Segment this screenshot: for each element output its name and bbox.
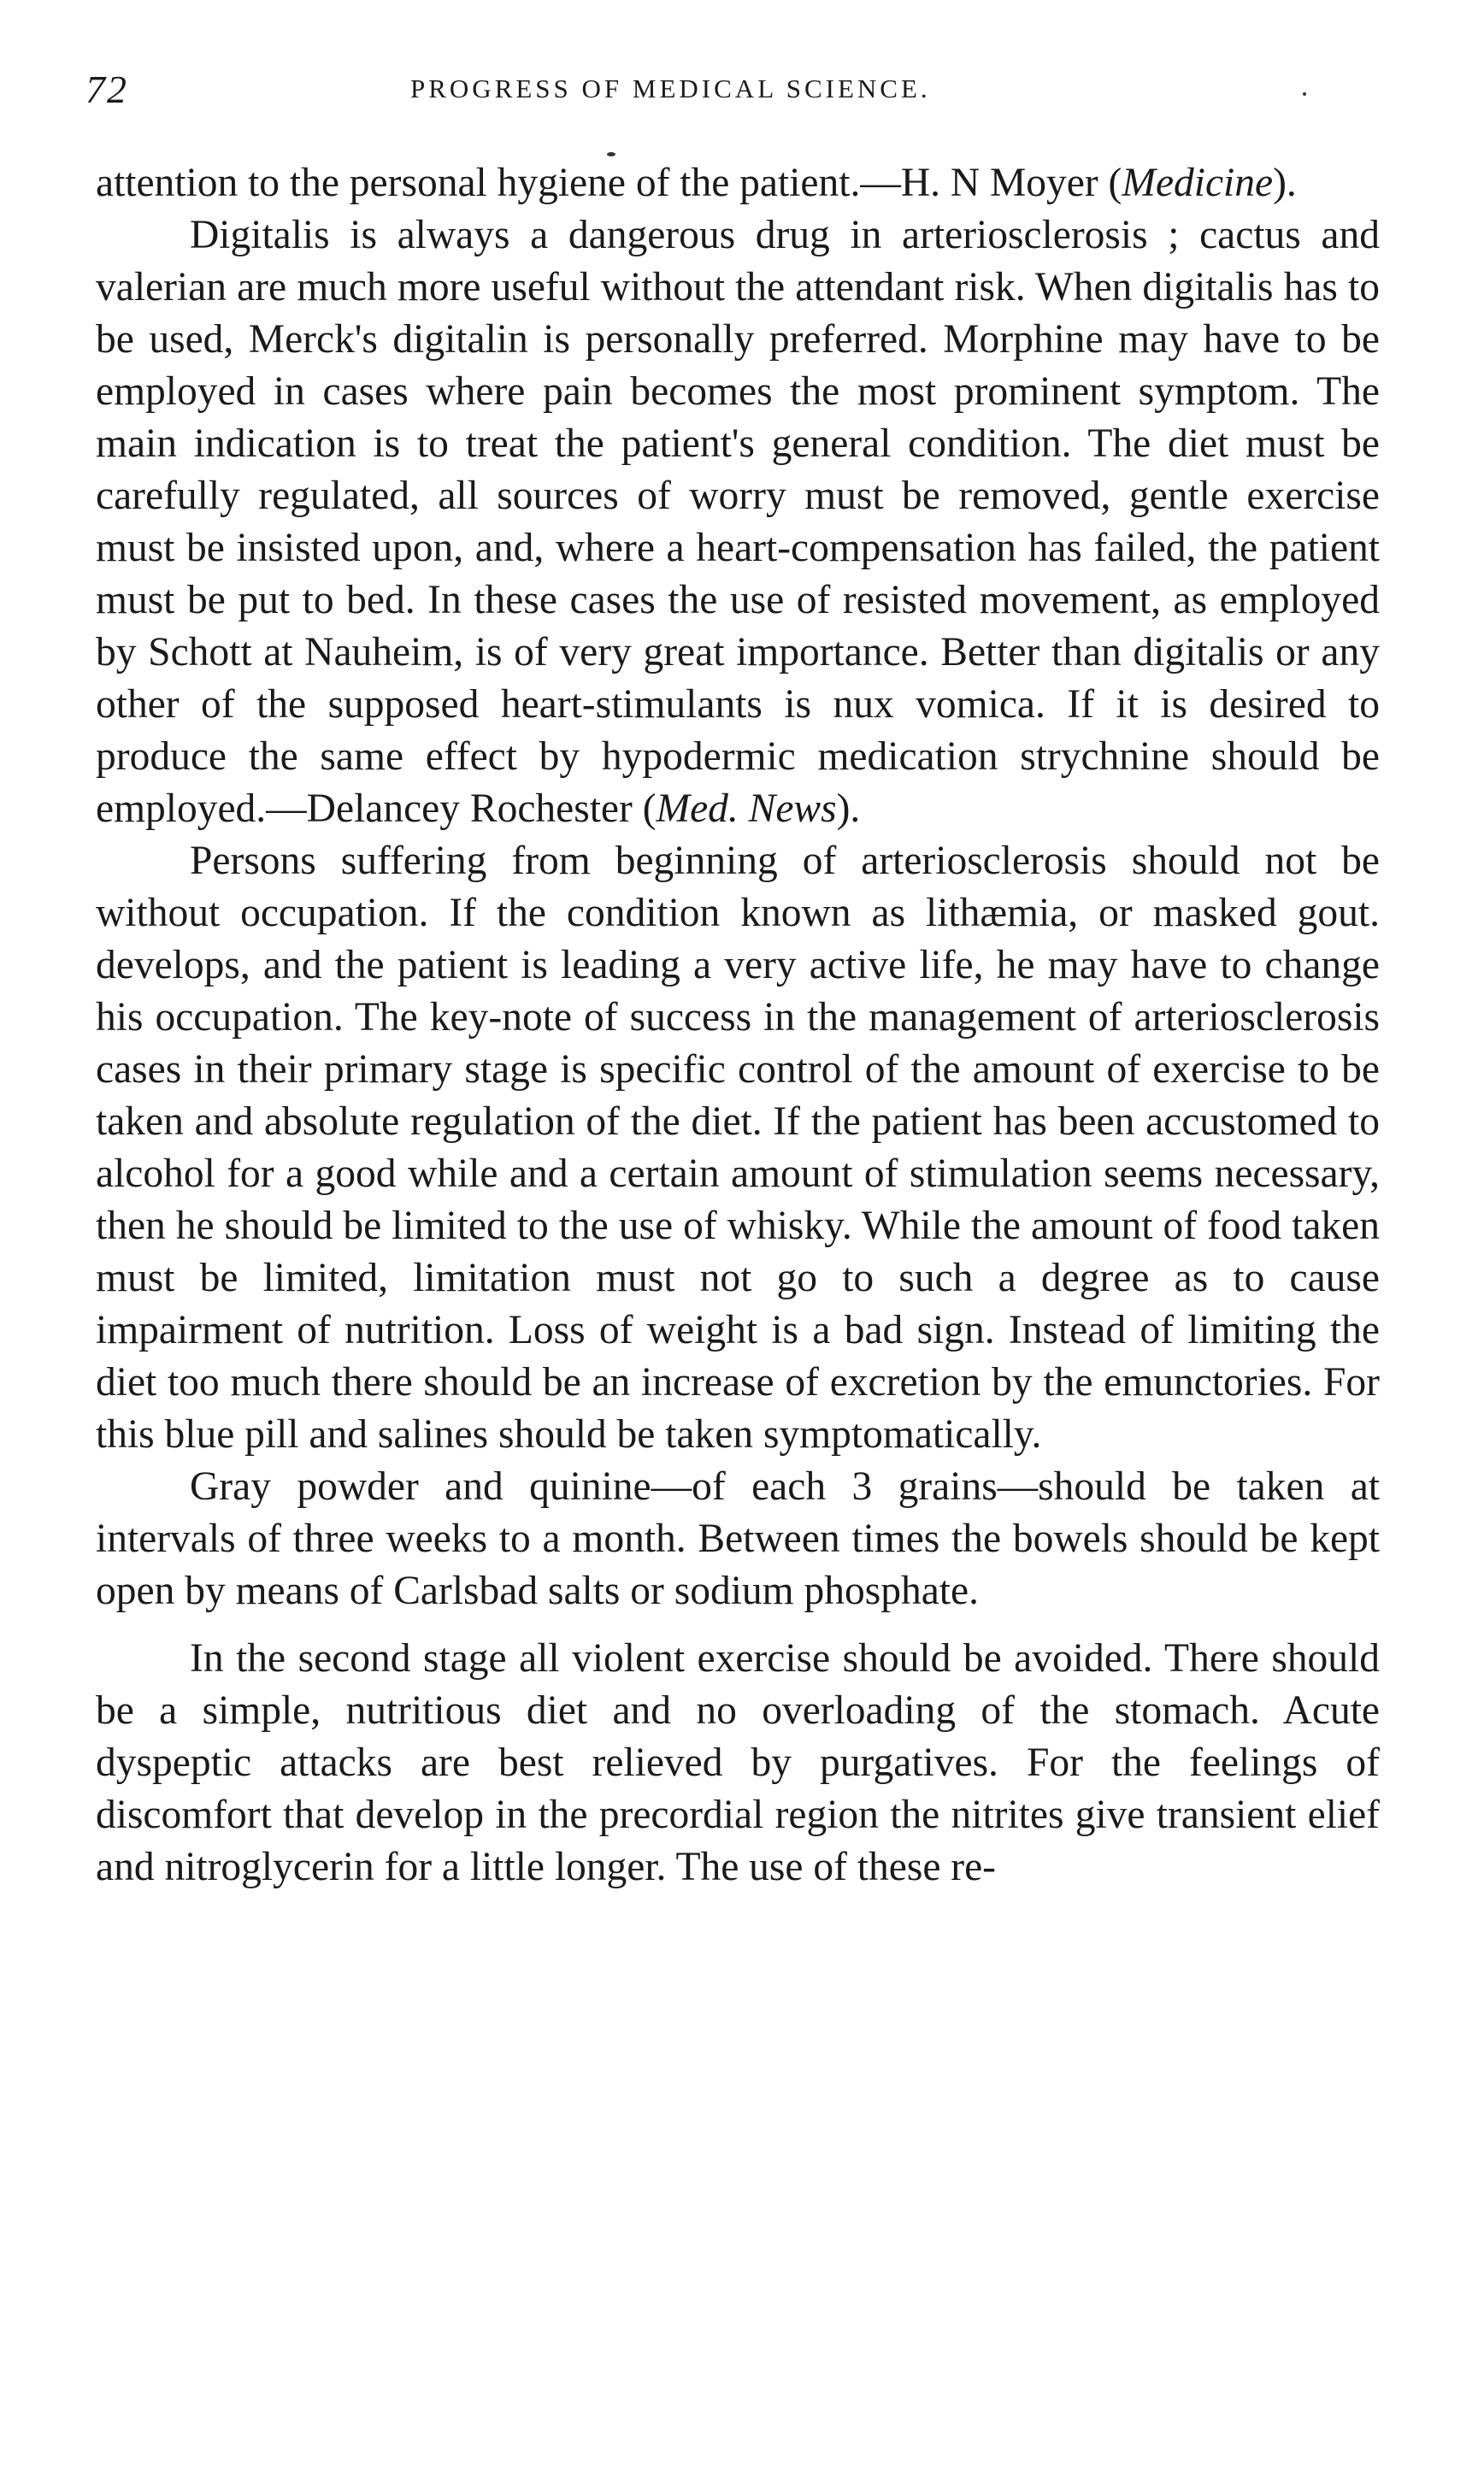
paragraph-text: Digitalis is always a dangerous drug in arteriosclerosis ; cactus and valerian are much more useful without the attendant risk. When digitalis has to be used, Merck's digitalin is personally preferred. Morphine may have to be employed in cases where pain becomes the most prominent symptom. The main indication is to treat the patient's general condition. The diet must be carefully regulated, all sources of worry must be removed, gentle exercise must be insisted upon, and, where a heart-compensation has failed, the patient must be put to bed. In these cases the use of resisted movement, as employed by Schott at Nauheim, is of very great importance. Better than digitalis or any other of the supposed heart-stimulants is nux vomica. If it is desired to produce the same effect by hypodermic medication strychnine should be employed.—Delancey Rochester (	[96, 213, 1380, 831]
body-text	[96, 157, 1380, 1894]
paragraph-occupation: Persons suffering from beginning of arteriosclerosis should not be without occupation. If the condition known as lithæmia, or masked gout. develops, and the patient is leading a very active life, he may have to change his occupation. The key-note of success in the management of arteriosclerosis cases in their primary stage is specific control of the amount of exercise to be taken and absolute regulation of the diet. If the patient has been accustomed to alcohol for a good while and a certain amount of stimulation seems necessary, then he should be limited to the use of whisky. While the amount of food taken must be limited, limitation must not go to such a degree as to cause impairment of nutrition. Loss of weight is a bad sign. Instead of limiting the diet too much there should be an increase of excretion by the emunctories. For this blue pill and salines should be taken symptomatically.	[96, 839, 1380, 1457]
print-speck	[607, 152, 615, 156]
source-citation: Medicine	[1122, 161, 1274, 205]
citation-close: ).	[836, 786, 861, 831]
page-number: 72	[85, 68, 128, 111]
paragraph-second-stage: In the second stage all violent exercise should be avoided. There should be a simple, nutritious diet and no overloading of the stomach. Acute dyspeptic attacks are best relieved by purgatives. For the feelings of discomfort that develop in the precordial region the nitrites give transient elief and nitroglycerin for a little longer. The use of these re-	[96, 1636, 1380, 1889]
paragraph-moyer	[96, 157, 1380, 209]
paragraph-gray-powder: Gray powder and quinine—of each 3 grains—should be taken at intervals of three weeks to a month. Between times the bowels should be kept open by means of Carlsbad salts or sodium phosphate.	[96, 1464, 1380, 1613]
source-citation: Med. News	[656, 786, 837, 831]
running-head	[85, 67, 1419, 118]
paragraph-text: attention to the personal hygiene of the patient.—H. N Moyer (	[96, 161, 1122, 205]
paragraph-digitalis	[96, 209, 1380, 835]
running-title: PROGRESS OF MEDICAL SCIENCE.	[410, 74, 931, 103]
print-speck	[1303, 92, 1306, 96]
citation-close: ).	[1273, 161, 1297, 205]
